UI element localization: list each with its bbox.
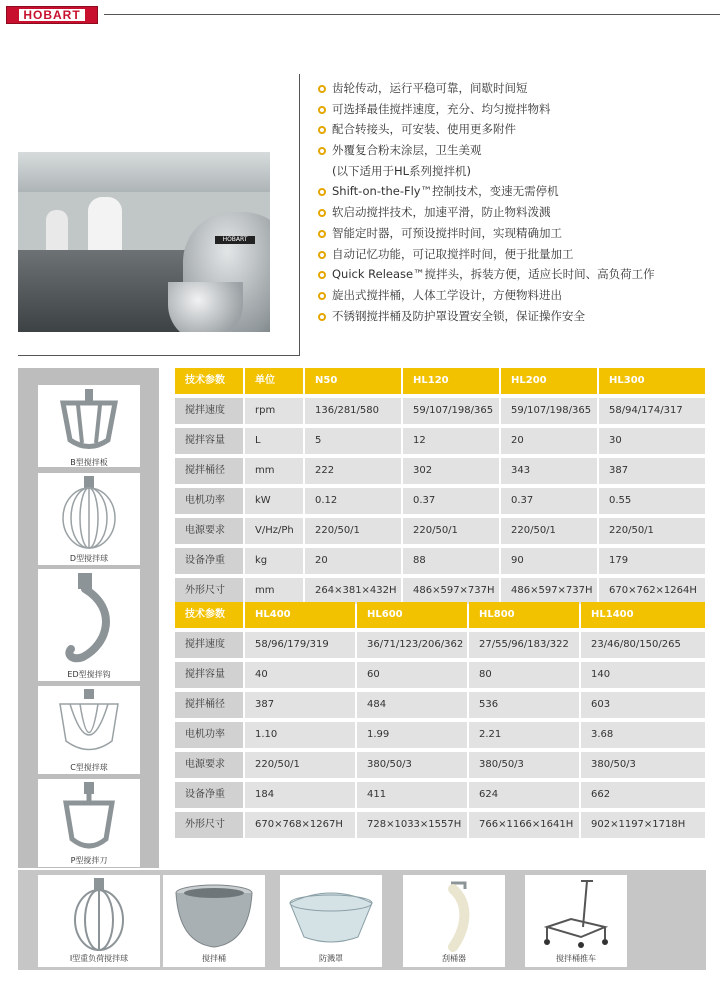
spec-cell: 179 (599, 548, 705, 574)
feature-item (318, 202, 718, 223)
spec-cell: 380/50/3 (357, 752, 467, 778)
attachment-caption: D型搅拌球 (69, 554, 109, 563)
feature-text: 旋出式搅拌桶，人体工学设计，方便物料进出 (332, 287, 562, 302)
accessory-caption: 搅拌桶 (202, 954, 226, 963)
bullet-circle-icon (318, 126, 326, 134)
feature-text: Shift-on-the-Fly™控制技术，变速无需停机 (332, 184, 559, 199)
feature-list (318, 78, 718, 326)
spec-cell: 1.10 (245, 722, 355, 748)
feature-text: 齿轮传动，运行平稳可靠，间歇时间短 (332, 81, 528, 95)
attachment-c-whip (38, 686, 140, 774)
spec-cell: 670×762×1264H (599, 578, 705, 604)
accessory-bowl (163, 875, 265, 967)
spec-cell: rpm (245, 398, 303, 424)
spec-cell: 343 (501, 458, 597, 484)
header-rule (104, 14, 720, 15)
attachment-caption: P型搅拌刀 (70, 856, 108, 865)
spec-table-row (175, 518, 705, 544)
accessory-caption: 刮桶器 (442, 954, 466, 963)
spec-cell: 264×381×432H (305, 578, 401, 604)
feature-text: Quick Release™搅拌头，拆装方便，适应长时间、高负荷工作 (332, 267, 655, 282)
spec-header-cell: HL120 (403, 368, 499, 394)
bullet-circle-icon (318, 313, 326, 321)
spec-header-cell: N50 (305, 368, 401, 394)
bullet-circle-icon (318, 188, 326, 196)
attachment-b-beater (38, 385, 140, 467)
accessory-caption: I型重负荷搅拌球 (69, 954, 129, 963)
spec-cell: 5 (305, 428, 401, 454)
spec-cell: 411 (357, 782, 467, 808)
spec-cell: 486×597×737H (501, 578, 597, 604)
accessory-caption: 搅拌桶推车 (556, 954, 596, 963)
spec-cell: 58/94/174/317 (599, 398, 705, 424)
spec-cell: 40 (245, 662, 355, 688)
spec-table-row (175, 632, 705, 658)
spec-cell: 484 (357, 692, 467, 718)
mixer-badge: HOBART (215, 236, 255, 244)
bullet-circle-icon (318, 251, 326, 259)
spec-table-row (175, 782, 705, 808)
feature-item (318, 244, 718, 265)
spec-cell: mm (245, 578, 303, 604)
spec-cell: 80 (469, 662, 579, 688)
spec-cell: 电机功率 (175, 488, 243, 514)
bowl-truck-icon (525, 875, 627, 955)
spec-cell: 59/107/198/365 (403, 398, 499, 424)
attachment-d-whip (38, 473, 140, 565)
feature-text: 外覆复合粉末涂层，卫生美观 (332, 143, 482, 158)
feature-text: 软启动搅拌技术，加速平滑，防止物料泼溅 (332, 205, 551, 220)
spec-cell: 380/50/3 (581, 752, 705, 778)
spec-table-header (175, 602, 705, 628)
spec-table-row (175, 722, 705, 748)
spec-cell: 222 (305, 458, 401, 484)
spec-header-cell: 技术参数 (175, 368, 243, 394)
wire-whip-c-icon (38, 686, 140, 762)
bullet-circle-icon (318, 209, 326, 217)
spec-table-row (175, 662, 705, 688)
spec-cell: 220/50/1 (501, 518, 597, 544)
attachment-caption: C型搅拌球 (70, 763, 108, 772)
spec-cell: 220/50/1 (305, 518, 401, 544)
flat-beater-icon (38, 385, 140, 457)
spec-cell: 220/50/1 (599, 518, 705, 544)
spec-cell: 670×768×1267H (245, 812, 355, 838)
feature-item (318, 119, 718, 140)
spec-cell: 387 (245, 692, 355, 718)
spec-cell: 88 (403, 548, 499, 574)
spec-cell: mm (245, 458, 303, 484)
feature-item (318, 78, 718, 99)
spec-table-row (175, 578, 705, 604)
spec-cell: 36/71/123/206/362 (357, 632, 467, 658)
heavy-whip-icon (38, 875, 160, 955)
spec-cell: 184 (245, 782, 355, 808)
accessory-caption: 防溅罩 (319, 954, 343, 963)
spec-table-header (175, 368, 705, 394)
attachment-p-knife (38, 779, 140, 867)
feature-item (318, 285, 718, 306)
spec-table-row (175, 458, 705, 484)
spec-cell: 设备净重 (175, 548, 243, 574)
feature-text: 可选择最佳搅拌速度，充分、均匀搅拌物料 (332, 101, 551, 116)
spec-cell: 902×1197×1718H (581, 812, 705, 838)
spec-cell: V/Hz/Ph (245, 518, 303, 544)
spec-cell: 搅拌容量 (175, 428, 243, 454)
spec-cell: 12 (403, 428, 499, 454)
spec-cell: 30 (599, 428, 705, 454)
spec-cell: 设备净重 (175, 782, 243, 808)
feature-text: (以下适用于HL系列搅拌机) (332, 163, 472, 178)
spec-table-row (175, 488, 705, 514)
scraper-icon (403, 875, 505, 955)
spec-cell: 766×1166×1641H (469, 812, 579, 838)
spec-cell: 220/50/1 (403, 518, 499, 544)
dough-hook-icon (38, 569, 140, 669)
spec-cell: 624 (469, 782, 579, 808)
spec-cell: 662 (581, 782, 705, 808)
wire-whip-icon (38, 473, 140, 553)
feature-item (318, 223, 718, 244)
spec-table-row (175, 692, 705, 718)
spec-cell: 外形尺寸 (175, 812, 243, 838)
spec-cell: 23/46/80/150/265 (581, 632, 705, 658)
logo-text: HOBART (19, 9, 84, 21)
accessory-bowl-truck (525, 875, 627, 967)
spec-cell: 20 (501, 428, 597, 454)
bullet-circle-icon (318, 106, 326, 114)
spec-table-row (175, 398, 705, 424)
splash-cover-icon (280, 875, 382, 955)
spec-cell: 0.55 (599, 488, 705, 514)
kitchen-photo (18, 152, 270, 332)
vertical-divider (299, 74, 300, 356)
spec-cell: 60 (357, 662, 467, 688)
spec-cell: 90 (501, 548, 597, 574)
spec-cell: 电机功率 (175, 722, 243, 748)
spec-cell: 58/96/179/319 (245, 632, 355, 658)
spec-cell: 搅拌速度 (175, 398, 243, 424)
spec-header-cell: HL200 (501, 368, 597, 394)
feature-item (318, 306, 718, 327)
spec-cell: 220/50/1 (245, 752, 355, 778)
bowl-icon (163, 875, 265, 955)
bullet-circle-icon (318, 230, 326, 238)
spec-header-cell: HL300 (599, 368, 705, 394)
spec-table-row (175, 812, 705, 838)
accessory-scraper (403, 875, 505, 967)
spec-cell: 536 (469, 692, 579, 718)
spec-header-cell: 单位 (245, 368, 303, 394)
spec-table-row (175, 548, 705, 574)
spec-header-cell: HL1400 (581, 602, 705, 628)
spec-header-cell: HL600 (357, 602, 467, 628)
attachment-ed-hook (38, 569, 140, 681)
spec-cell: 0.37 (403, 488, 499, 514)
spec-cell: 搅拌容量 (175, 662, 243, 688)
hobart-logo (6, 6, 98, 24)
feature-item (318, 181, 718, 202)
feature-item (318, 99, 718, 120)
spec-cell: 电源要求 (175, 752, 243, 778)
spec-cell: 2.21 (469, 722, 579, 748)
spec-cell: 0.12 (305, 488, 401, 514)
spec-cell: 302 (403, 458, 499, 484)
attachment-caption: ED型搅拌钩 (67, 670, 111, 679)
feature-text: 智能定时器，可预设搅拌时间，实现精确加工 (332, 225, 562, 240)
feature-text: 不锈钢搅拌桶及防护罩设置安全锁，保证操作安全 (332, 308, 585, 323)
spec-header-cell: HL800 (469, 602, 579, 628)
spec-cell: 728×1033×1557H (357, 812, 467, 838)
feature-item (318, 264, 718, 285)
spec-cell: 0.37 (501, 488, 597, 514)
accessory-heavy-whip (38, 875, 160, 967)
feature-text: 配合转接头，可安装、使用更多附件 (332, 122, 516, 137)
spec-cell: 603 (581, 692, 705, 718)
pastry-knife-icon (38, 779, 140, 855)
spec-cell: 1.99 (357, 722, 467, 748)
spec-cell: 59/107/198/365 (501, 398, 597, 424)
bullet-circle-icon (318, 147, 326, 155)
spec-table-row (175, 428, 705, 454)
spec-cell: kg (245, 548, 303, 574)
spec-cell: 27/55/96/183/322 (469, 632, 579, 658)
feature-item (318, 161, 718, 182)
spec-cell: kW (245, 488, 303, 514)
attachment-caption: B型搅拌板 (70, 458, 108, 467)
bullet-circle-icon (318, 292, 326, 300)
feature-item (318, 140, 718, 161)
bullet-circle-icon (318, 271, 326, 279)
spec-cell: 380/50/3 (469, 752, 579, 778)
spec-cell: 3.68 (581, 722, 705, 748)
bullet-circle-icon (318, 85, 326, 93)
spec-cell: 20 (305, 548, 401, 574)
spec-cell: 387 (599, 458, 705, 484)
spec-cell: 486×597×737H (403, 578, 499, 604)
spec-cell: 搅拌速度 (175, 632, 243, 658)
spec-header-cell: HL400 (245, 602, 355, 628)
spec-cell: 外形尺寸 (175, 578, 243, 604)
spec-cell: 140 (581, 662, 705, 688)
spec-cell: 电源要求 (175, 518, 243, 544)
feature-text: 自动记忆功能，可记取搅拌时间，便于批量加工 (332, 246, 574, 261)
accessory-splash-cover (280, 875, 382, 967)
spec-cell: L (245, 428, 303, 454)
spec-header-cell: 技术参数 (175, 602, 243, 628)
spec-cell: 搅拌桶径 (175, 458, 243, 484)
spec-cell: 136/281/580 (305, 398, 401, 424)
spec-table-row (175, 752, 705, 778)
horizontal-divider (18, 355, 300, 356)
spec-cell: 搅拌桶径 (175, 692, 243, 718)
